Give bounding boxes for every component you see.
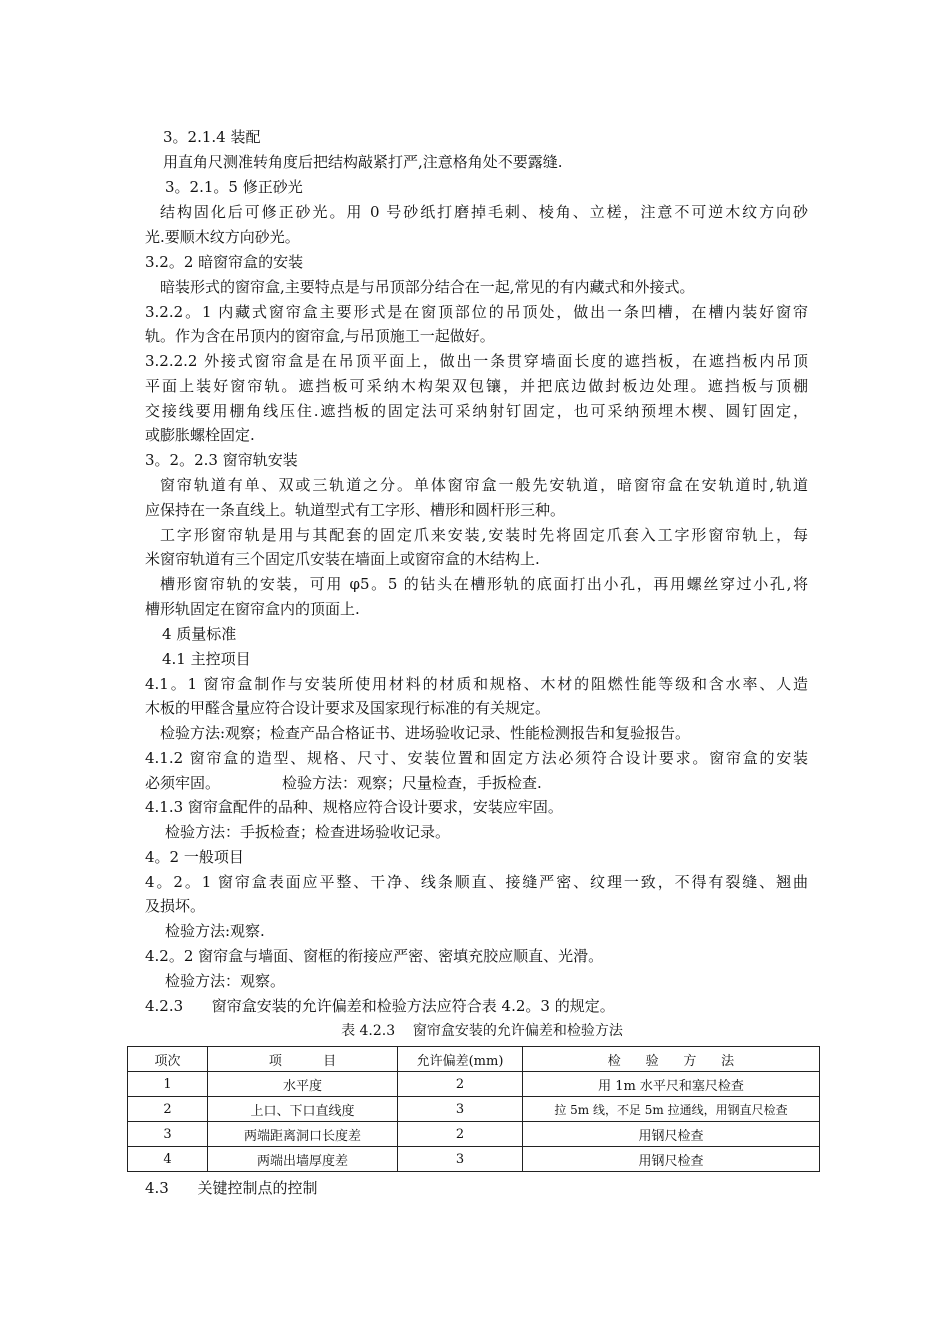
table-header-cell: 项次 <box>128 1047 208 1072</box>
table-header-cell: 项 目 <box>208 1047 398 1072</box>
table-cell: 上口、下口直线度 <box>208 1097 398 1122</box>
paragraph-line: 及损坏。 <box>145 897 206 915</box>
table-cell: 3 <box>398 1147 523 1172</box>
paragraph-line: 结构固化后可修正砂光。用 0 号砂纸打磨掉毛刺、棱角、立槎，注意不可逆木纹方向砂 <box>160 203 808 221</box>
paragraph-line: 轨。作为含在吊顶内的窗帘盒,与吊顶施工一起做好。 <box>145 327 495 345</box>
paragraph-line: 4.1。1 窗帘盒制作与安装所使用材料的材质和规格、木材的阻燃性能等级和含水率、人造 <box>145 675 808 693</box>
paragraph-line: 槽形窗帘轨的安装，可用 φ5。5 的钻头在槽形轨的底面打出小孔，再用螺丝穿过小孔,将 <box>160 575 808 593</box>
table-cell: 4 <box>128 1147 208 1172</box>
table-row <box>128 1097 820 1122</box>
table-cell: 3 <box>128 1122 208 1147</box>
table-cell: 2 <box>398 1122 523 1147</box>
paragraph-line: 4.2.3 窗帘盒安装的允许偏差和检验方法应符合表 4.2。3 的规定。 <box>145 997 615 1015</box>
paragraph-line: 或膨胀螺栓固定. <box>145 426 255 444</box>
table-cell: 1 <box>128 1072 208 1097</box>
table-cell: 拉 5m 线，不足 5m 拉通线，用钢直尺检查 <box>523 1097 820 1122</box>
paragraph-line: 米窗帘轨道有三个固定爪安装在墙面上或窗帘盒的木结构上. <box>145 550 540 568</box>
table-header-cell: 检 验 方 法 <box>523 1047 820 1072</box>
table-row <box>128 1072 820 1097</box>
heading-4-2: 4。2 一般项目 <box>145 848 244 866</box>
paragraph-line: 检验方法:观察. <box>165 922 265 940</box>
heading-3-2-1-4: 3。2.1.4 装配 <box>163 128 261 146</box>
table-cell: 水平度 <box>208 1072 398 1097</box>
table-cell: 用钢尺检查 <box>523 1122 820 1147</box>
paragraph-line: 3.2.2.2 外接式窗帘盒是在吊顶平面上，做出一条贯穿墙面长度的遮挡板，在遮挡板内吊顶 <box>145 352 808 370</box>
paragraph-line: 交接线要用棚角线压住.遮挡板的固定法可采纳射钉固定，也可采纳预埋木楔、圆钉固定， <box>145 402 808 420</box>
paragraph-line: 必须牢固。 检验方法：观察；尺量检查，手扳检查. <box>145 774 542 792</box>
table-cell: 3 <box>398 1097 523 1122</box>
heading-4: 4 质量标准 <box>162 625 237 643</box>
paragraph-line: 检验方法：观察。 <box>165 972 286 990</box>
paragraph-line: 平面上装好窗帘轨。遮挡板可采纳木构架双包镶，并把底边做封板边处理。遮挡板与顶棚 <box>145 377 808 395</box>
paragraph-line: 4.2。2 窗帘盒与墙面、窗框的衔接应严密、密填充胶应顺直、光滑。 <box>145 947 604 965</box>
paragraph-line: 暗装形式的窗帘盒,主要特点是与吊顶部分结合在一起,常见的有内藏式和外接式。 <box>160 278 695 296</box>
table-cell: 两端距离洞口长度差 <box>208 1122 398 1147</box>
paragraph-line: 4.1.2 窗帘盒的造型、规格、尺寸、安装位置和固定方法必须符合设计要求。窗帘盒的安装 <box>145 749 808 767</box>
paragraph-line: 木板的甲醛含量应符合设计要求及国家现行标准的有关规定。 <box>145 699 551 717</box>
paragraph-line: 槽形轨固定在窗帘盒内的顶面上. <box>145 600 360 618</box>
paragraph-line: 工字形窗帘轨是用与其配套的固定爪来安装,安装时先将固定爪套入工字形窗帘轨上，每 <box>160 526 808 544</box>
paragraph-line: 4。2。1 窗帘盒表面应平整、干净、线条顺直、接缝严密、纹理一致，不得有裂缝、翘曲 <box>145 873 808 891</box>
tolerance-table <box>127 1046 820 1172</box>
table-header-row <box>128 1047 820 1072</box>
paragraph-line: 用直角尺测准转角度后把结构敲紧打严,注意格角处不要露缝. <box>163 153 563 171</box>
table-cell: 用钢尺检查 <box>523 1147 820 1172</box>
heading-3-2-1-5: 3。2.1。5 修正砂光 <box>165 178 303 196</box>
table-caption: 表 4.2.3 窗帘盒安装的允许偏差和检验方法 <box>341 1023 623 1039</box>
heading-3-2-2-3: 3。2。2.3 窗帘轨安装 <box>145 451 298 469</box>
table-header-cell: 允许偏差(mm) <box>398 1047 523 1072</box>
paragraph-line: 3.2.2。1 内藏式窗帘盒主要形式是在窗顶部位的吊顶处，做出一条凹槽，在槽内装好窗帘 <box>145 303 808 321</box>
table-row <box>128 1122 820 1147</box>
paragraph-line: 窗帘轨道有单、双或三轨道之分。单体窗帘盒一般先安轨道，暗窗帘盒在安轨道时,轨道 <box>160 476 808 494</box>
paragraph-line: 光.要顺木纹方向砂光。 <box>145 228 300 246</box>
table-cell: 两端出墙厚度差 <box>208 1147 398 1172</box>
paragraph-line: 检验方法：手扳检查；检查进场验收记录。 <box>165 823 451 841</box>
heading-4-3: 4.3 关键控制点的控制 <box>145 1179 318 1197</box>
paragraph-line: 检验方法:观察；检查产品合格证书、进场验收记录、性能检测报告和复验报告。 <box>160 724 691 742</box>
heading-4-1: 4.1 主控项目 <box>162 650 251 668</box>
paragraph-line: 4.1.3 窗帘盒配件的品种、规格应符合设计要求，安装应牢固。 <box>145 798 563 816</box>
paragraph-line: 应保持在一条直线上。轨道型式有工字形、槽形和圆杆形三种。 <box>145 501 566 519</box>
table-cell: 2 <box>128 1097 208 1122</box>
table-row <box>128 1147 820 1172</box>
table-cell: 用 1m 水平尺和塞尺检查 <box>523 1072 820 1097</box>
table-cell: 2 <box>398 1072 523 1097</box>
heading-3-2-2: 3.2。2 暗窗帘盒的安装 <box>145 253 304 271</box>
